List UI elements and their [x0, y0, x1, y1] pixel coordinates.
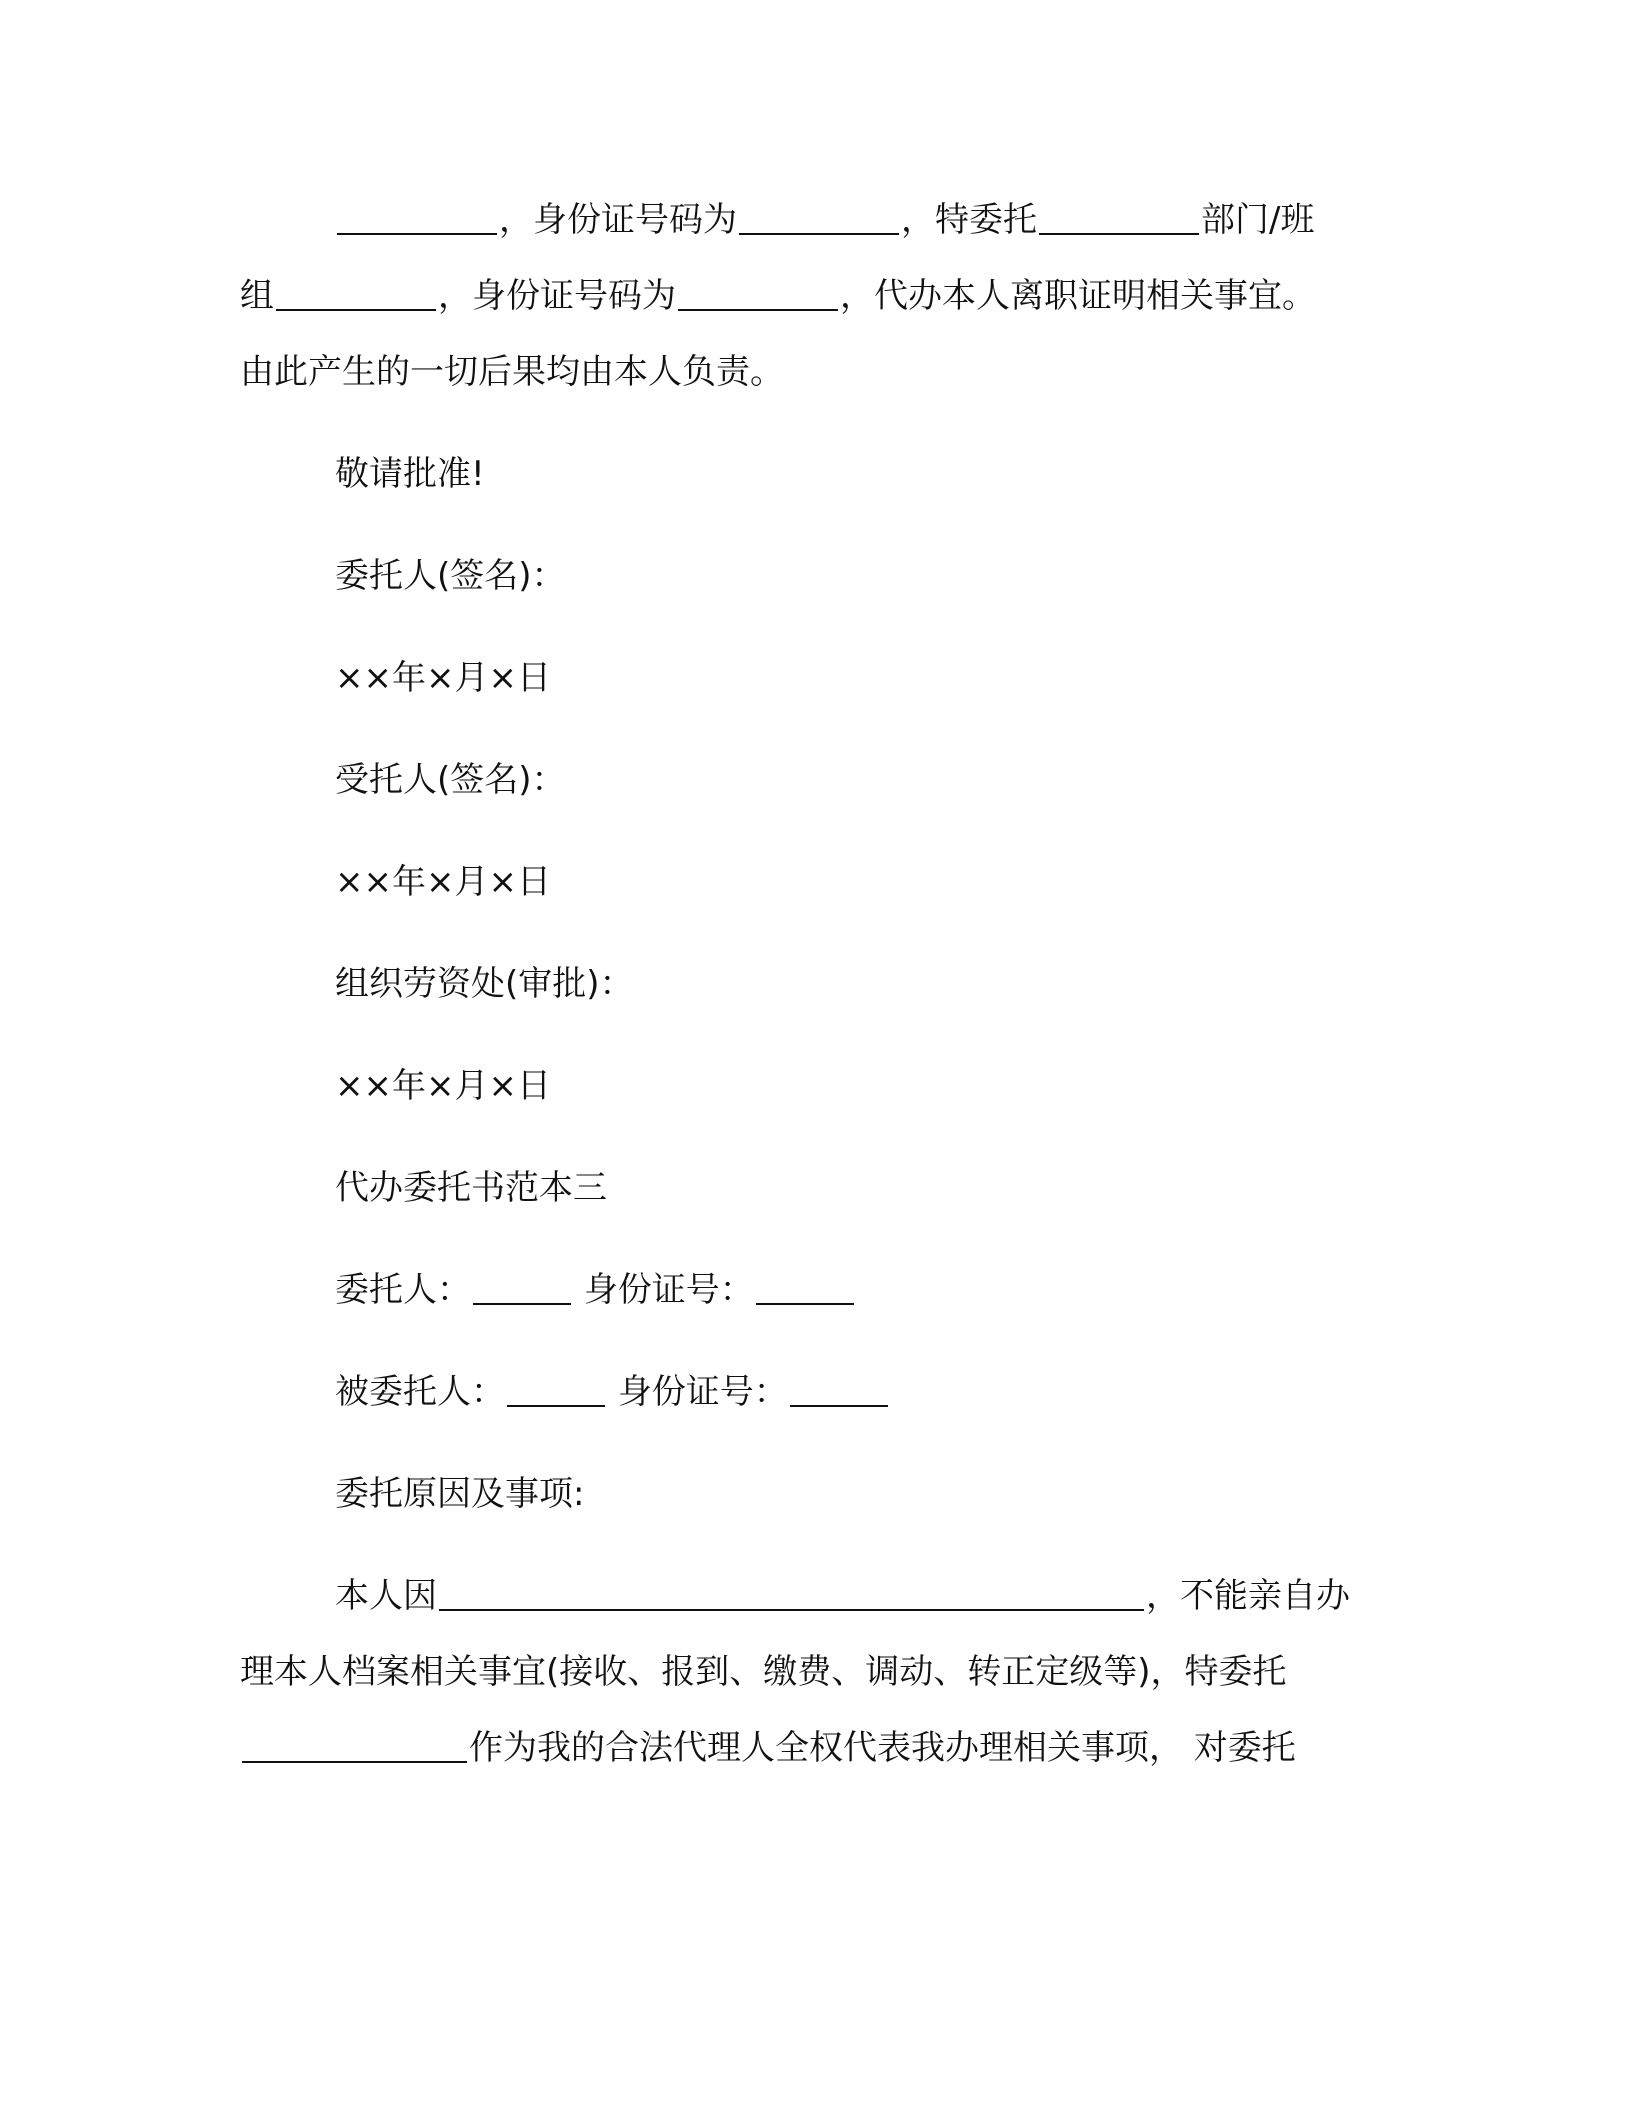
blank-line [507, 1371, 605, 1407]
paragraph-2-line-1 [240, 1558, 1485, 1634]
section-title: 代办委托书范本三 [335, 1168, 607, 1208]
text: 作为我的合法代理人全权代表我办理相关事项， 对委托 [469, 1728, 1296, 1768]
agent-signature-label: 受托人(签名)： [335, 760, 566, 800]
principal-label: 委托人： [335, 1270, 471, 1310]
date-line-3: ××年×月×日 [335, 1066, 551, 1106]
id-label: 身份证号： [583, 1270, 754, 1310]
blank-line [790, 1371, 888, 1407]
paragraph-1-line-3: 由此产生的一切后果均由本人负责。 [240, 352, 784, 392]
blank-line [242, 1727, 467, 1763]
date-line-1: ××年×月×日 [335, 658, 551, 698]
paragraph-1-line-1 [240, 182, 1485, 258]
paragraph-1-line-2 [240, 258, 1390, 334]
paragraph-2-line-2: 理本人档案相关事宜(接收、报到、缴费、调动、转正定级等)，特委托 [240, 1652, 1287, 1692]
principal-line [240, 1252, 1485, 1328]
blank-line [439, 1575, 1144, 1611]
blank-line [1039, 199, 1199, 235]
blank-line [739, 199, 899, 235]
text: ，身份证号码为 [499, 200, 737, 240]
paragraph-2-line-3 [240, 1710, 1390, 1786]
text: ，特委托 [901, 200, 1037, 240]
closing-text: 敬请批准! [335, 454, 485, 494]
text: ，不能亲自办 [1146, 1576, 1350, 1616]
principal-signature-label: 委托人(签名)： [335, 556, 566, 596]
text: 组 [240, 276, 274, 316]
text: 部门/班 [1201, 200, 1315, 240]
agent-line [240, 1354, 1485, 1430]
blank-line [756, 1269, 854, 1305]
blank-line [337, 199, 497, 235]
blank-line [473, 1269, 571, 1305]
agent-label: 被委托人： [335, 1372, 505, 1412]
text: ，身份证号码为 [438, 276, 676, 316]
blank-line [276, 275, 436, 311]
text: 本人因 [335, 1576, 437, 1616]
approval-label: 组织劳资处(审批)： [335, 964, 634, 1004]
date-line-2: ××年×月×日 [335, 862, 551, 902]
id-label: 身份证号： [617, 1372, 788, 1412]
text: ，代办本人离职证明相关事宜。 [840, 276, 1316, 316]
reason-heading: 委托原因及事项: [335, 1474, 585, 1514]
blank-line [678, 275, 838, 311]
